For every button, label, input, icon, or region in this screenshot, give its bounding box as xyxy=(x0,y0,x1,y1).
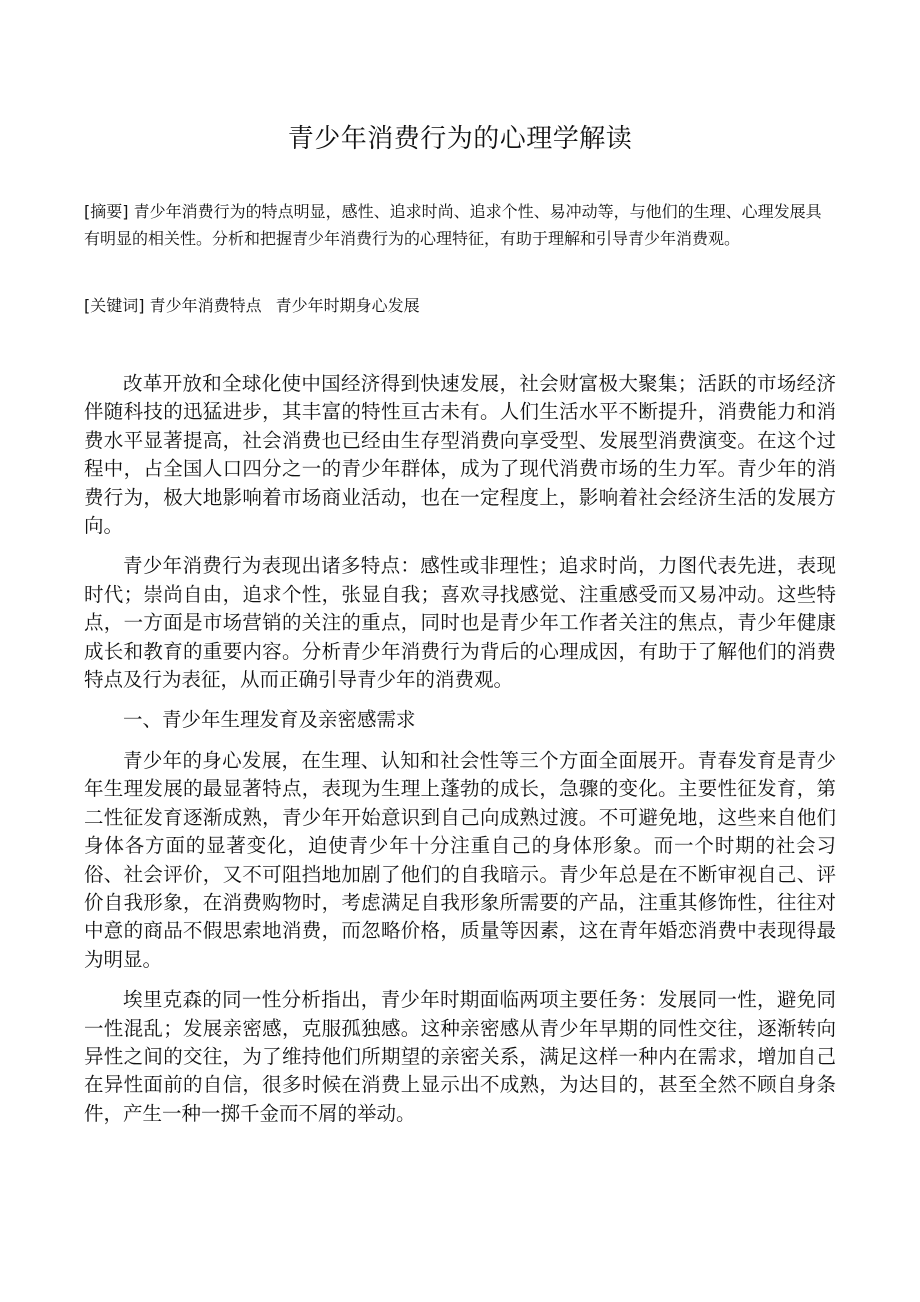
abstract-text: 青少年消费行为的特点明显，感性、追求时尚、追求个性、易冲动等，与他们的生理、心理发展具有明显的相关性。分析和把握青少年消费行为的心理特征，有助于理解和引导青少年消费观。 xyxy=(84,202,822,248)
body-paragraph: 青少年的身心发展，在生理、认知和社会性等三个方面全面展开。青春发育是青少年生理发展的最显著特点，表现为生理上蓬勃的成长，急骤的变化。主要性征发育，第二性征发育逐渐成熟，青少年开始意识到自己向成熟过渡。不可避免地，这些来自他们身体各方面的显著变化，迫使青少年十分注重自己的身体形象。而一个时期的社会习俗、社会评价，又不可阻挡地加剧了他们的自我暗示。青少年总是在不断审视自己、评价自我形象，在消费购物时，考虑满足自我形象所需要的产品，注重其修饰性，往往对中意的商品不假思索地消费，而忽略价格，质量等因素，这在青年婚恋消费中表现得最为明显。 xyxy=(84,748,836,971)
body-paragraph: 埃里克森的同一性分析指出，青少年时期面临两项主要任务：发展同一性，避免同一性混乱；发展亲密感，克服孤独感。这种亲密感从青少年早期的同性交往，逐渐转向异性之间的交往，为了维持他们所期望的亲密关系，满足这样一种内在需求，增加自己在异性面前的自信，很多时候在消费上显示出不成熟，为达目的，甚至全然不顾自身条件，产生一种一掷千金而不屑的举动。 xyxy=(84,988,836,1125)
keyword-item: 青少年消费特点 xyxy=(149,296,262,315)
body-paragraph: 改革开放和全球化使中国经济得到快速发展，社会财富极大聚集；活跃的市场经济伴随科技的迅猛进步，其丰富的特性亘古未有。人们生活水平不断提升，消费能力和消费水平显著提高，社会消费也已经由生存型消费向享受型、发展型消费演变。在这个过程中，占全国人口四分之一的青少年群体，成为了现代消费市场的生力军。青少年的消费行为，极大地影响着市场商业活动，也在一定程度上，影响着社会经济生活的发展方向。 xyxy=(84,372,836,538)
keyword-item: 青少年时期身心发展 xyxy=(275,296,420,315)
document-title: 青少年消费行为的心理学解读 xyxy=(287,124,633,154)
section-heading: 一、青少年生理发育及亲密感需求 xyxy=(123,708,416,732)
keywords-label: [关键词] xyxy=(84,296,145,315)
keywords xyxy=(84,292,836,319)
abstract xyxy=(84,198,836,252)
body-paragraph: 青少年消费行为表现出诸多特点：感性或非理性；追求时尚，力图代表先进，表现时代；崇尚自由，追求个性，张显自我；喜欢寻找感觉、注重感受而又易冲动。这些特点，一方面是市场营销的关注的重点，同时也是青少年工作者关注的焦点，青少年健康成长和教育的重要内容。分析青少年消费行为背后的心理成因，有助于了解他们的消费特点及行为表征，从而正确引导青少年的消费观。 xyxy=(84,554,836,692)
abstract-label: [摘要] xyxy=(84,202,129,221)
document-body xyxy=(84,370,836,1140)
